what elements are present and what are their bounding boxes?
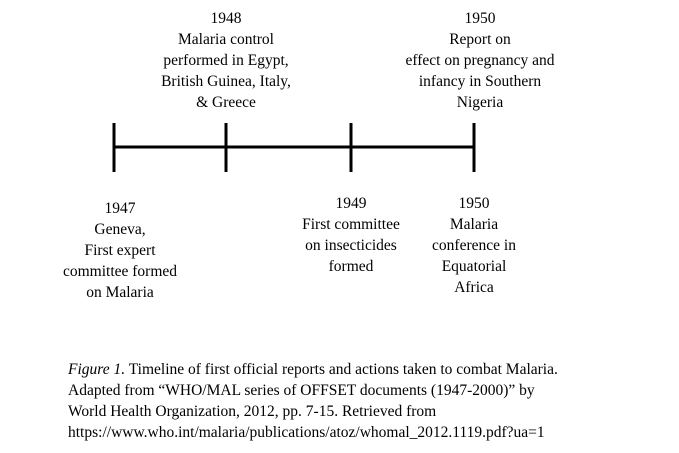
event-text-line: Geneva, [94, 221, 146, 238]
event-text-line: Report on [449, 31, 511, 48]
event-text-line: Malaria [449, 216, 499, 233]
event-year: 1947 [104, 200, 136, 217]
event-1949-insecticides-committee [302, 193, 400, 277]
event-text-line: committee formed [62, 263, 178, 280]
event-text-line: First committee [302, 216, 400, 233]
event-year: 1949 [335, 195, 367, 212]
caption-title: Timeline of first official reports and actions taken to combat Malaria. [125, 361, 558, 378]
event-text-line: Malaria control [178, 31, 274, 48]
event-1948-malaria-control [161, 8, 291, 113]
event-year: 1950 [464, 10, 496, 27]
event-text-line: Equatorial [441, 258, 507, 275]
event-text-line: conference in [432, 237, 516, 254]
event-text-line: Africa [454, 279, 494, 296]
event-text-line: First expert [84, 242, 156, 259]
caption-line-2: Adapted from “WHO/MAL series of OFFSET documents (1947-2000)” by [68, 382, 535, 399]
event-1950-malaria-conference [432, 193, 516, 298]
event-text-line: infancy in Southern [418, 73, 542, 90]
event-text-line: British Guinea, Italy, [161, 73, 291, 90]
event-text-line: on Malaria [86, 284, 154, 301]
event-text-line: & Greece [196, 94, 256, 111]
event-1947-geneva-committee [63, 198, 177, 303]
figure-label: Figure 1. [68, 361, 126, 378]
caption-url: https://www.who.int/malaria/publications/atoz/whomal_2012.1119.pdf?ua=1 [68, 424, 545, 441]
caption-line-3: World Health Organization, 2012, pp. 7-15. Retrieved from [68, 403, 437, 420]
figure-caption [68, 359, 668, 443]
event-1950-report-nigeria [405, 8, 554, 113]
event-text-line: performed in Egypt, [163, 52, 289, 69]
event-text-line: on insecticides [305, 237, 397, 254]
event-text-line: formed [328, 258, 374, 275]
event-text-line: effect on pregnancy and [405, 52, 555, 69]
event-text-line: Nigeria [456, 94, 504, 111]
event-year: 1948 [210, 10, 242, 27]
event-year: 1950 [458, 195, 490, 212]
caption-line-1 [68, 359, 668, 380]
